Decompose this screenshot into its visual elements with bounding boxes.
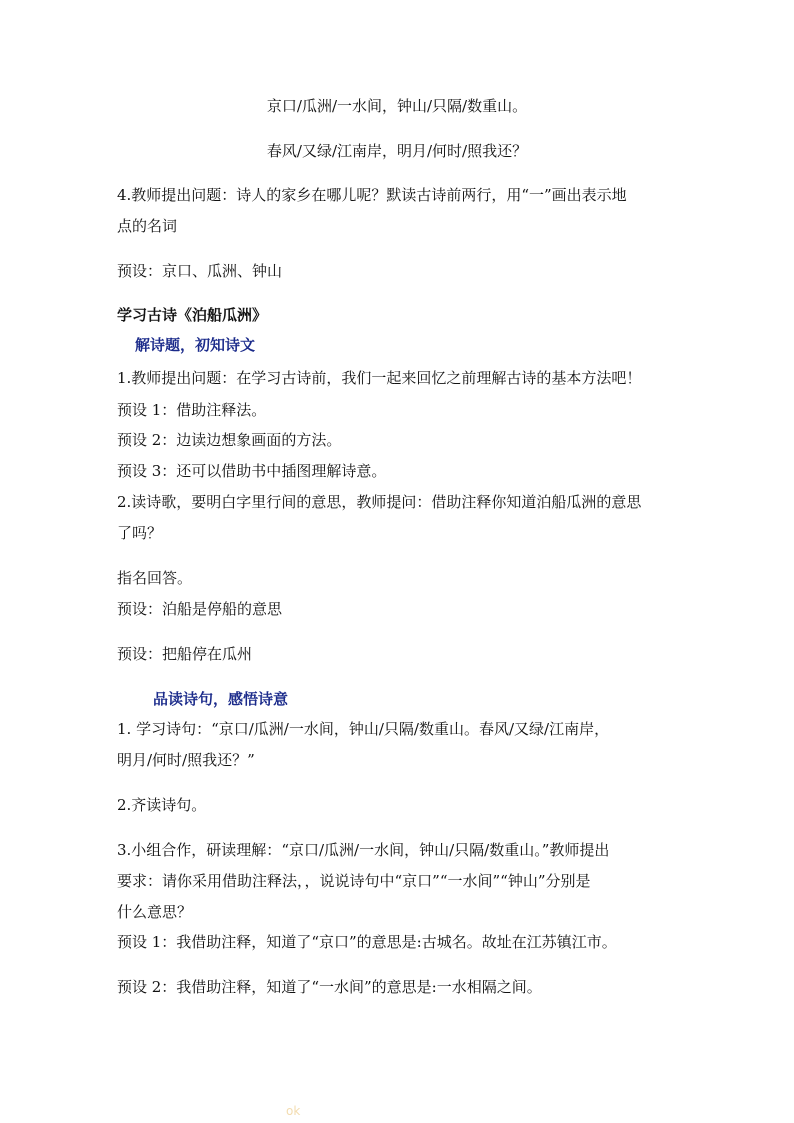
s1-preset-5: 预设：把船停在瓜州 — [117, 645, 253, 663]
section-title: 学习古诗《泊船瓜洲》 — [117, 306, 268, 324]
s1-preset-3: 预设 3：还可以借助书中插图理解诗意。 — [117, 462, 387, 480]
question-4-line-2: 点的名词 — [117, 217, 178, 235]
s1-question-1: 1.教师提出问题：在学习古诗前，我们一起来回忆之前理解古诗的基本方法吧！ — [117, 369, 642, 387]
preset-places: 预设：京口、瓜洲、钟山 — [117, 262, 283, 280]
s1-question-2-line-2: 了吗？ — [117, 524, 163, 542]
subsection-title-1: 解诗题，初知诗文 — [135, 336, 256, 354]
s2-preset-1: 预设 1：我借助注释，知道了“京口”的意思是:古城名。故址在江苏镇江市。 — [117, 933, 617, 951]
s2-question-3-line-3: 什么意思？ — [117, 903, 193, 921]
s1-preset-4: 预设：泊船是停船的意思 — [117, 600, 283, 618]
s2-question-3-line-2: 要求：请你采用借助注释法，，说说诗句中“京口”“一水间”“钟山”分别是 — [117, 872, 591, 890]
s1-preset-2: 预设 2：边读边想象画面的方法。 — [117, 431, 342, 449]
watermark: ok — [286, 1104, 301, 1118]
poem-line-2: 春风/又绿/江南岸，明月/何时/照我还？ — [266, 142, 528, 160]
s1-answer: 指名回答。 — [117, 569, 193, 587]
s2-question-1-line-1: 1. 学习诗句：“京口/瓜洲/一水间，钟山/只隔/数重山。春风/又绿/江南岸， — [117, 720, 610, 738]
s1-preset-1: 预设 1：借助注释法。 — [117, 401, 267, 419]
s2-question-2: 2.齐读诗句。 — [117, 796, 207, 814]
s2-preset-2: 预设 2：我借助注释，知道了“一水间”的意思是:一水相隔之间。 — [117, 978, 542, 996]
s2-question-3-line-1: 3.小组合作，研读理解：“京口/瓜洲/一水间，钟山/只隔/数重山。”教师提出 — [117, 841, 610, 859]
s1-question-2-line-1: 2.读诗歌，要明白字里行间的意思，教师提问：借助注释你知道泊船瓜洲的意思 — [117, 493, 642, 511]
subsection-title-2: 品读诗句，感悟诗意 — [153, 690, 289, 708]
poem-line-1: 京口/瓜洲/一水间，钟山/只隔/数重山。 — [266, 97, 528, 115]
question-4-line-1: 4.教师提出问题：诗人的家乡在哪儿呢？默读古诗前两行，用“一”画出表示地 — [117, 186, 627, 204]
s2-question-1-line-2: 明月/何时/照我还？” — [117, 751, 255, 769]
